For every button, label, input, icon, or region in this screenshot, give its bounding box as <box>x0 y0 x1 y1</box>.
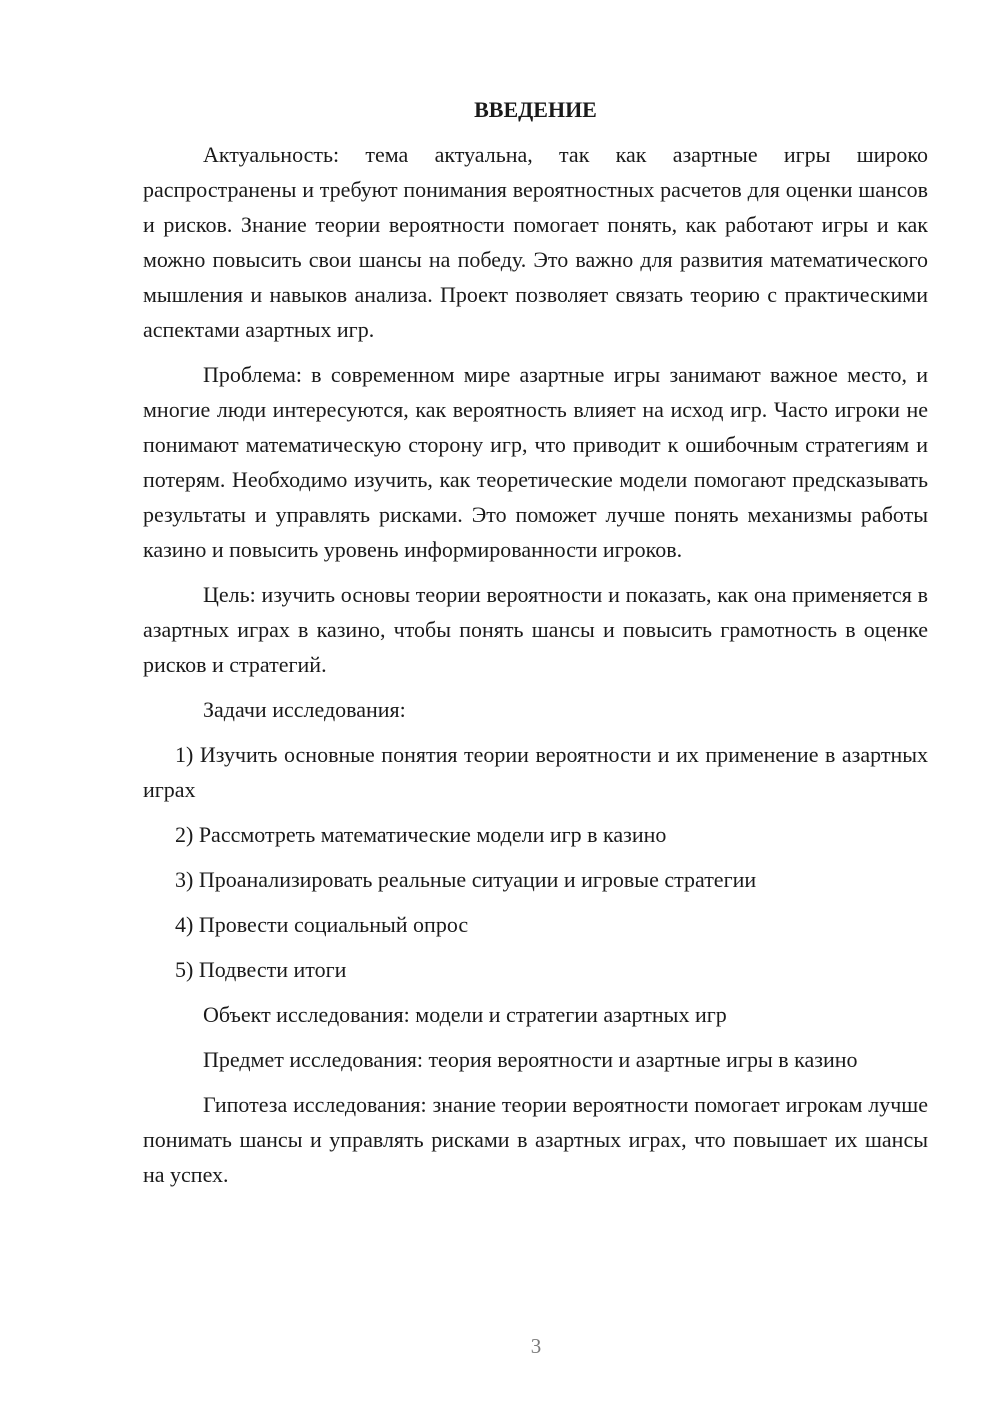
hypothesis-paragraph: Гипотеза исследования: знание теории вероятности помогает игрокам лучше понимать шансы и управлять рисками в азартных играх, что повышает их шансы на успех. <box>143 1092 928 1187</box>
task-item: 3) Проанализировать реальные ситуации и игровые стратегии <box>175 867 757 892</box>
relevance-paragraph: Актуальность: тема актуальна, так как азартные игры широко распространены и требуют понимания вероятностных расчетов для оценки шансов и рисков. Знание теории вероятности помогает понять, как работают игры и как можно повысить свои шансы на победу. Это важно для развития математического мышления и навыков анализа. Проект позволяет связать теорию с практическими аспектами азартных игр. <box>143 142 928 342</box>
problem-paragraph: Проблема: в современном мире азартные игры занимают важное место, и многие люди интересуются, как вероятность влияет на исход игр. Часто игроки не понимают математическую сторону игр, что приводит к ошибочным стратегиям и потерям. Необходимо изучить, как теоретические модели помогают предсказывать результаты и управлять рисками. Это поможет лучше понять механизмы работы казино и повысить уровень информированности игроков. <box>143 362 928 562</box>
tasks-heading: Задачи исследования: <box>203 697 406 722</box>
section-title: ВВЕДЕНИЕ <box>474 97 597 122</box>
object-paragraph: Объект исследования: модели и стратегии азартных игр <box>203 1002 727 1027</box>
task-item: 1) Изучить основные понятия теории вероятности и их применение в азартных играх <box>143 742 928 802</box>
goal-paragraph: Цель: изучить основы теории вероятности и показать, как она применяется в азартных играх в казино, чтобы понять шансы и повысить грамотность в оценке рисков и стратегий. <box>143 582 928 677</box>
subject-paragraph: Предмет исследования: теория вероятности и азартные игры в казино <box>203 1047 858 1072</box>
task-item: 5) Подвести итоги <box>175 957 347 982</box>
tasks-list <box>143 737 928 987</box>
document-page <box>143 92 928 1202</box>
task-item: 2) Рассмотреть математические модели игр в казино <box>175 822 667 847</box>
page-number: 3 <box>530 1334 542 1358</box>
task-item: 4) Провести социальный опрос <box>175 912 469 937</box>
